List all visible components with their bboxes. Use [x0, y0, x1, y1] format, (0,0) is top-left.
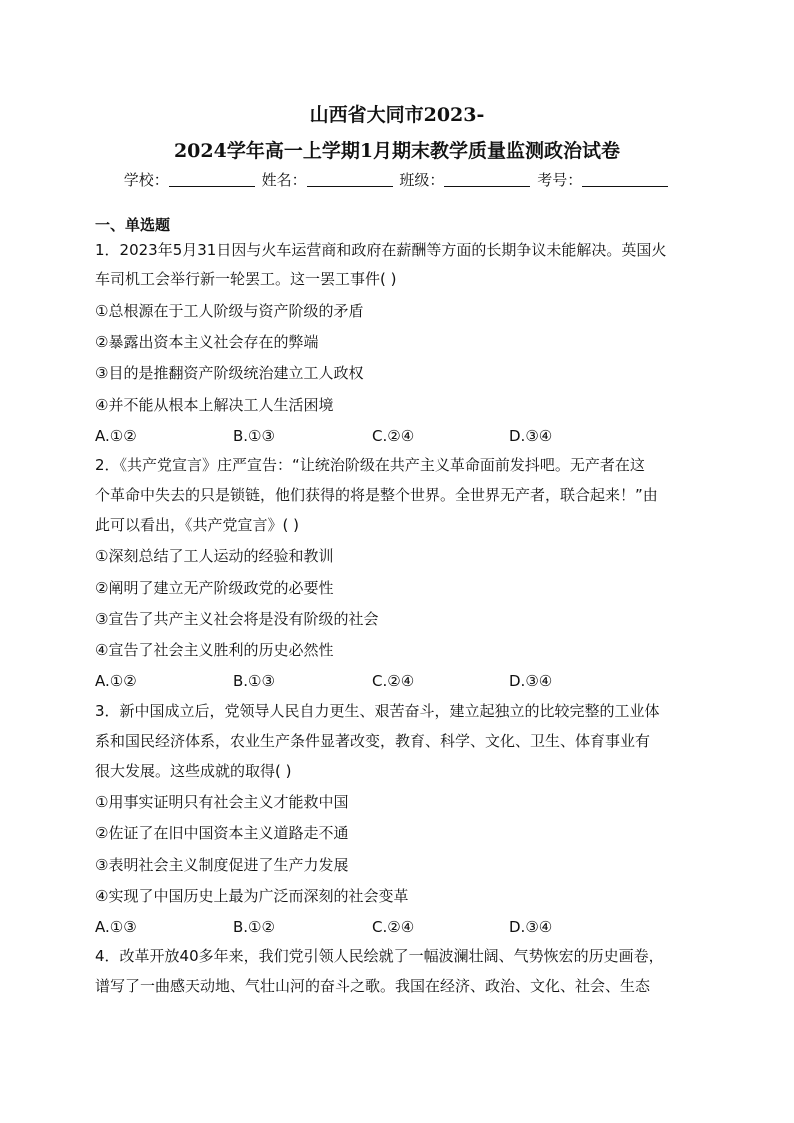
question-3-stem-line: 很大发展。这些成就的取得( ) [95, 762, 292, 780]
question-4-stem-line: 谱写了一曲感天动地、气壮山河的奋斗之歌。我国在经济、政治、文化、社会、生态 [95, 977, 651, 995]
school-blank [169, 172, 255, 187]
question-2-item: ②阐明了建立无产阶级政党的必要性 [95, 579, 334, 597]
name-label: 姓名： [261, 171, 307, 189]
question-3-item: ②佐证了在旧中国资本主义道路走不通 [95, 824, 349, 842]
name-blank [307, 172, 393, 187]
option-b[interactable]: B.①② [233, 918, 275, 936]
option-c[interactable]: C.②④ [372, 672, 415, 690]
question-3-stem-line: 系和国民经济体系，农业生产条件显著改变，教育、科学、文化、卫生、体育事业有 [95, 732, 651, 750]
option-c[interactable]: C.②④ [372, 427, 415, 445]
question-2-stem-line: 2．《共产党宣言》庄严宣告：“让统治阶级在共产主义革命面前发抖吧。无产者在这 [95, 456, 645, 474]
question-2-stem-line: 此可以看出，《共产党宣言》( ) [95, 516, 299, 534]
question-1-item: ④并不能从根本上解决工人生活困境 [95, 396, 334, 414]
section-heading: 一、单选题 [95, 216, 171, 234]
option-d[interactable]: D.③④ [509, 918, 553, 936]
question-1-item: ①总根源在于工人阶级与资产阶级的矛盾 [95, 302, 364, 320]
question-1-stem-line: 1．2023年5月31日因与火车运营商和政府在薪酬等方面的长期争议未能解决。英国火 [95, 241, 667, 259]
student-info-row [0, 170, 794, 190]
question-2-item: ④宣告了社会主义胜利的历史必然性 [95, 641, 334, 659]
question-2-item: ①深刻总结了工人运动的经验和教训 [95, 547, 334, 565]
option-b[interactable]: B.①③ [233, 672, 275, 690]
class-blank [444, 172, 530, 187]
class-label: 班级： [399, 171, 445, 189]
question-3-item: ①用事实证明只有社会主义才能救中国 [95, 793, 349, 811]
question-2-stem-line: 个革命中失去的只是锁链，他们获得的将是整个世界。全世界无产者，联合起来！”由 [95, 486, 658, 504]
option-a[interactable]: A.①③ [95, 918, 137, 936]
option-d[interactable]: D.③④ [509, 672, 553, 690]
exam-number-blank [582, 172, 668, 187]
question-4-stem-line: 4．改革开放40多年来，我们党引领人民绘就了一幅波澜壮阔、气势恢宏的历史画卷， [95, 947, 664, 965]
question-1-item: ②暴露出资本主义社会存在的弊端 [95, 333, 319, 351]
question-1-stem-line: 车司机工会举行新一轮罢工。这一罢工事件( ) [95, 270, 397, 288]
question-1-item: ③目的是推翻资产阶级统治建立工人政权 [95, 364, 364, 382]
exam-number-label: 考号： [537, 171, 583, 189]
option-a[interactable]: A.①② [95, 427, 137, 445]
school-label: 学校： [123, 171, 169, 189]
option-d[interactable]: D.③④ [509, 427, 553, 445]
option-b[interactable]: B.①③ [233, 427, 275, 445]
question-2-item: ③宣告了共产主义社会将是没有阶级的社会 [95, 610, 379, 628]
option-c[interactable]: C.②④ [372, 918, 415, 936]
question-3-item: ③表明社会主义制度促进了生产力发展 [95, 856, 349, 874]
question-3-item: ④实现了中国历史上最为广泛而深刻的社会变革 [95, 887, 409, 905]
exam-title-line-2: 2024学年高一上学期1月期末教学质量监测政治试卷 [173, 140, 621, 162]
exam-title-line-1: 山西省大同市2023- [309, 104, 485, 126]
option-a[interactable]: A.①② [95, 672, 137, 690]
question-3-stem-line: 3．新中国成立后，党领导人民自力更生、艰苦奋斗，建立起独立的比较完整的工业体 [95, 702, 660, 720]
